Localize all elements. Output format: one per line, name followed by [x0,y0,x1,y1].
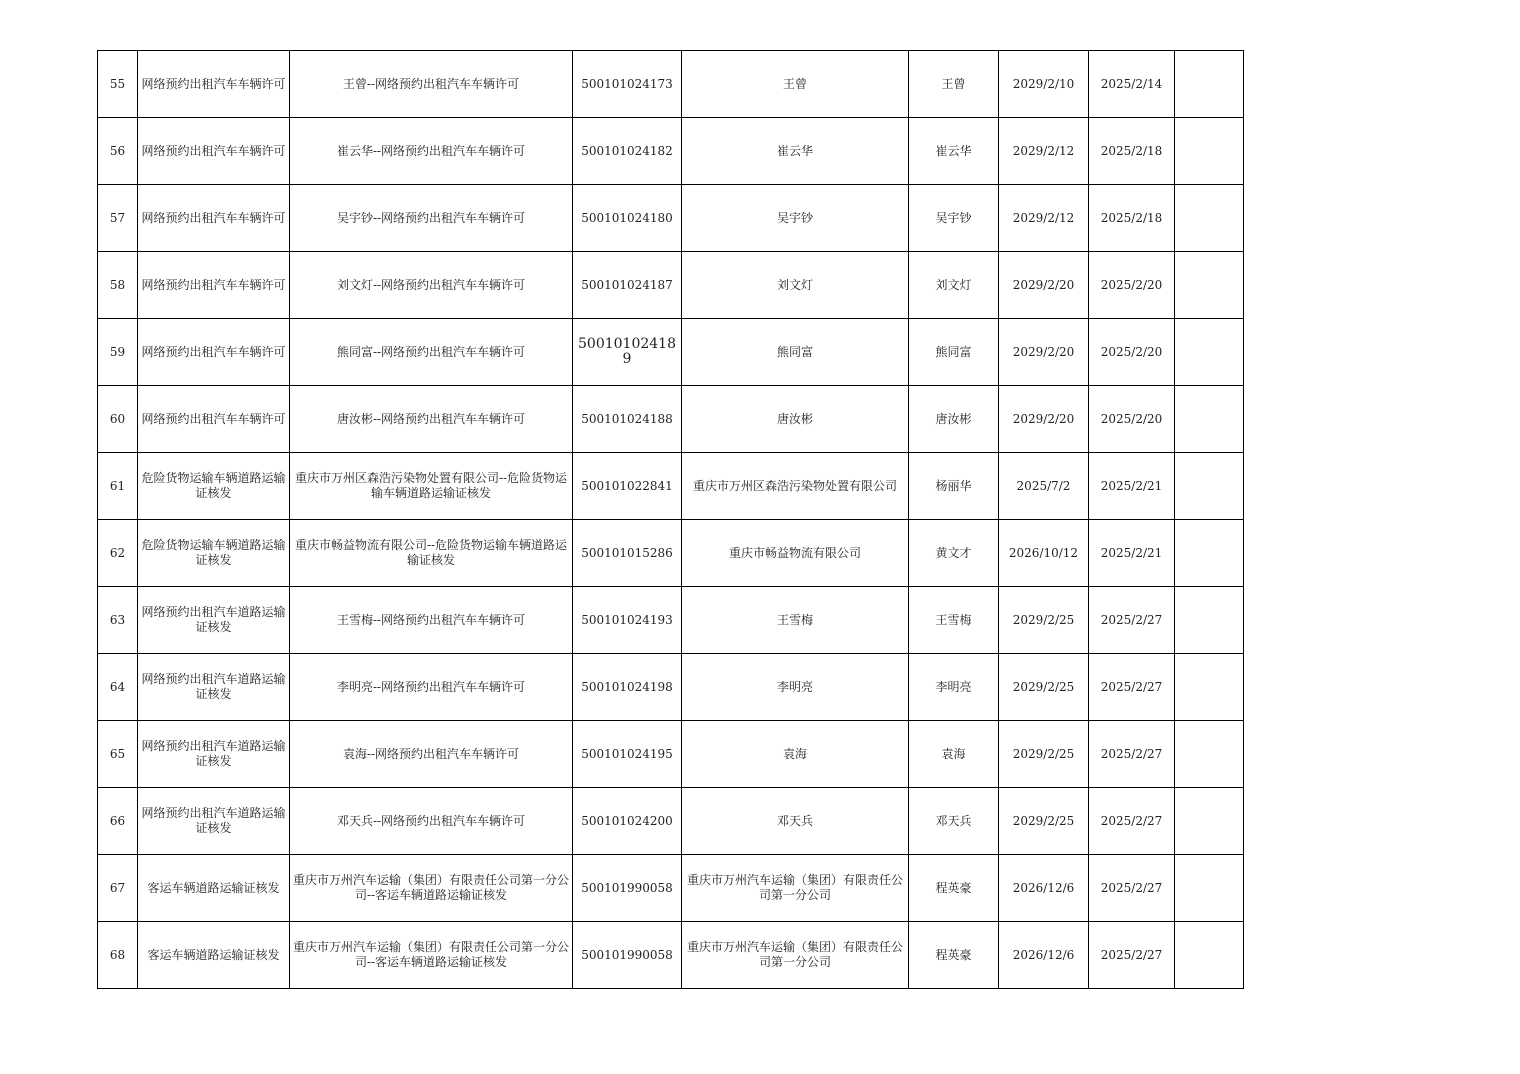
issue-date: 2025/2/27 [1089,922,1175,989]
legal-person: 王曾 [909,51,999,118]
expiry-date: 2029/2/25 [999,788,1089,855]
permit-code: 500101024173 [573,51,682,118]
legal-person: 杨丽华 [909,453,999,520]
permit-table [97,50,1244,989]
remark [1175,788,1244,855]
legal-person: 程英豪 [909,855,999,922]
expiry-date: 2026/10/12 [999,520,1089,587]
row-number: 59 [98,319,138,386]
permit-item: 邓天兵--网络预约出租汽车车辆许可 [290,788,573,855]
permit-code: 500101990058 [573,922,682,989]
row-number: 61 [98,453,138,520]
table-row [98,252,1244,319]
remark [1175,922,1244,989]
permit-code: 500101024195 [573,721,682,788]
table-row [98,319,1244,386]
remark [1175,118,1244,185]
issue-date: 2025/2/21 [1089,520,1175,587]
expiry-date: 2029/2/25 [999,654,1089,721]
remark [1175,520,1244,587]
permit-item: 重庆市万州汽车运输（集团）有限责任公司第一分公司--客运车辆道路运输证核发 [290,922,573,989]
license-holder: 重庆市畅益物流有限公司 [682,520,909,587]
permit-code: 500101024189 [573,319,682,386]
table-row [98,185,1244,252]
table-row [98,654,1244,721]
issue-date: 2025/2/21 [1089,453,1175,520]
license-holder: 重庆市万州汽车运输（集团）有限责任公司第一分公司 [682,855,909,922]
issue-date: 2025/2/27 [1089,788,1175,855]
issue-date: 2025/2/27 [1089,587,1175,654]
permit-code: 500101024187 [573,252,682,319]
permit-item: 袁海--网络预约出租汽车车辆许可 [290,721,573,788]
permit-code: 500101990058 [573,855,682,922]
legal-person: 袁海 [909,721,999,788]
table-row [98,520,1244,587]
license-holder: 袁海 [682,721,909,788]
table-row [98,118,1244,185]
legal-person: 邓天兵 [909,788,999,855]
permit-code: 500101015286 [573,520,682,587]
table-row [98,386,1244,453]
legal-person: 熊同富 [909,319,999,386]
expiry-date: 2029/2/25 [999,721,1089,788]
permit-item: 王曾--网络预约出租汽车车辆许可 [290,51,573,118]
remark [1175,51,1244,118]
row-number: 55 [98,51,138,118]
row-number: 63 [98,587,138,654]
legal-person: 程英豪 [909,922,999,989]
issue-date: 2025/2/20 [1089,386,1175,453]
issue-date: 2025/2/27 [1089,654,1175,721]
row-number: 60 [98,386,138,453]
row-number: 65 [98,721,138,788]
remark [1175,453,1244,520]
issue-date: 2025/2/20 [1089,319,1175,386]
permit-item: 重庆市畅益物流有限公司--危险货物运输车辆道路运输证核发 [290,520,573,587]
row-number: 68 [98,922,138,989]
permit-category: 客运车辆道路运输证核发 [138,922,290,989]
permit-code: 500101022841 [573,453,682,520]
remark [1175,319,1244,386]
expiry-date: 2029/2/20 [999,252,1089,319]
permit-item: 吴宇钞--网络预约出租汽车车辆许可 [290,185,573,252]
permit-item: 李明亮--网络预约出租汽车车辆许可 [290,654,573,721]
expiry-date: 2029/2/10 [999,51,1089,118]
remark [1175,855,1244,922]
issue-date: 2025/2/27 [1089,855,1175,922]
issue-date: 2025/2/20 [1089,252,1175,319]
expiry-date: 2029/2/20 [999,386,1089,453]
row-number: 62 [98,520,138,587]
table-row [98,51,1244,118]
license-holder: 重庆市万州汽车运输（集团）有限责任公司第一分公司 [682,922,909,989]
expiry-date: 2029/2/20 [999,319,1089,386]
legal-person: 吴宇钞 [909,185,999,252]
expiry-date: 2025/7/2 [999,453,1089,520]
expiry-date: 2026/12/6 [999,922,1089,989]
row-number: 64 [98,654,138,721]
permit-code: 500101024200 [573,788,682,855]
permit-code: 500101024193 [573,587,682,654]
license-holder: 王曾 [682,51,909,118]
permit-category: 网络预约出租汽车车辆许可 [138,252,290,319]
permit-category: 危险货物运输车辆道路运输证核发 [138,453,290,520]
license-holder: 刘文灯 [682,252,909,319]
expiry-date: 2029/2/12 [999,185,1089,252]
remark [1175,587,1244,654]
table-row [98,855,1244,922]
permit-item: 重庆市万州汽车运输（集团）有限责任公司第一分公司--客运车辆道路运输证核发 [290,855,573,922]
legal-person: 王雪梅 [909,587,999,654]
permit-code: 500101024182 [573,118,682,185]
permit-category: 网络预约出租汽车道路运输证核发 [138,654,290,721]
table-row [98,922,1244,989]
remark [1175,185,1244,252]
permit-category: 网络预约出租汽车道路运输证核发 [138,587,290,654]
row-number: 57 [98,185,138,252]
row-number: 67 [98,855,138,922]
permit-code: 500101024198 [573,654,682,721]
row-number: 66 [98,788,138,855]
permit-category: 网络预约出租汽车车辆许可 [138,185,290,252]
permit-category: 网络预约出租汽车车辆许可 [138,51,290,118]
permit-code: 500101024180 [573,185,682,252]
permit-item: 唐汝彬--网络预约出租汽车车辆许可 [290,386,573,453]
row-number: 58 [98,252,138,319]
permit-item: 刘文灯--网络预约出租汽车车辆许可 [290,252,573,319]
permit-category: 网络预约出租汽车道路运输证核发 [138,788,290,855]
table-row [98,587,1244,654]
legal-person: 唐汝彬 [909,386,999,453]
issue-date: 2025/2/18 [1089,185,1175,252]
legal-person: 崔云华 [909,118,999,185]
permit-item: 熊同富--网络预约出租汽车车辆许可 [290,319,573,386]
remark [1175,386,1244,453]
remark [1175,654,1244,721]
permit-item: 崔云华--网络预约出租汽车车辆许可 [290,118,573,185]
issue-date: 2025/2/27 [1089,721,1175,788]
permit-category: 网络预约出租汽车车辆许可 [138,319,290,386]
table-row [98,788,1244,855]
table-row [98,453,1244,520]
permit-category: 危险货物运输车辆道路运输证核发 [138,520,290,587]
remark [1175,252,1244,319]
expiry-date: 2029/2/12 [999,118,1089,185]
expiry-date: 2026/12/6 [999,855,1089,922]
remark [1175,721,1244,788]
permit-category: 客运车辆道路运输证核发 [138,855,290,922]
issue-date: 2025/2/18 [1089,118,1175,185]
legal-person: 李明亮 [909,654,999,721]
table-body [98,51,1244,989]
license-holder: 重庆市万州区森浩污染物处置有限公司 [682,453,909,520]
issue-date: 2025/2/14 [1089,51,1175,118]
permit-item: 王雪梅--网络预约出租汽车车辆许可 [290,587,573,654]
license-holder: 唐汝彬 [682,386,909,453]
permit-category: 网络预约出租汽车车辆许可 [138,118,290,185]
license-holder: 吴宇钞 [682,185,909,252]
permit-code: 500101024188 [573,386,682,453]
permit-item: 重庆市万州区森浩污染物处置有限公司--危险货物运输车辆道路运输证核发 [290,453,573,520]
license-holder: 李明亮 [682,654,909,721]
row-number: 56 [98,118,138,185]
permit-category: 网络预约出租汽车道路运输证核发 [138,721,290,788]
legal-person: 黄文才 [909,520,999,587]
permit-category: 网络预约出租汽车车辆许可 [138,386,290,453]
license-holder: 熊同富 [682,319,909,386]
license-holder: 王雪梅 [682,587,909,654]
license-holder: 邓天兵 [682,788,909,855]
license-holder: 崔云华 [682,118,909,185]
legal-person: 刘文灯 [909,252,999,319]
expiry-date: 2029/2/25 [999,587,1089,654]
table-row [98,721,1244,788]
